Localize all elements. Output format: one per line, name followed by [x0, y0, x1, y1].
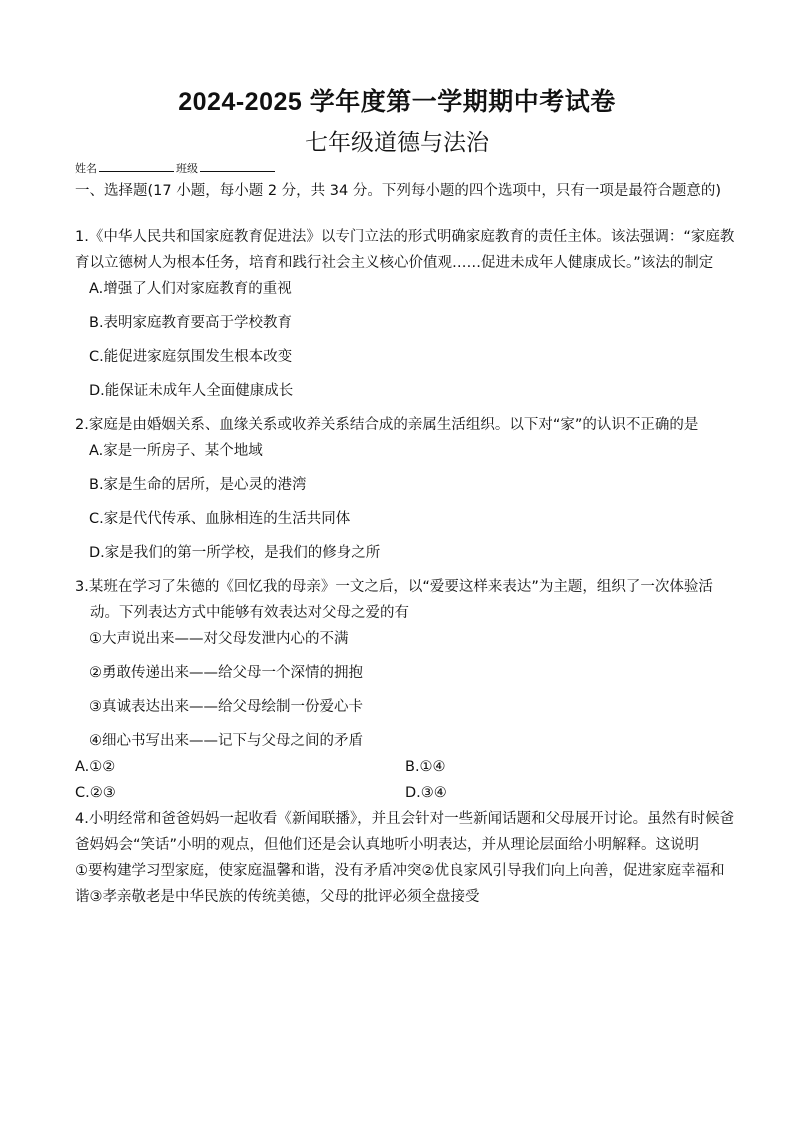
option-c: C.②③: [75, 785, 116, 801]
statement-1: ①大声说出来——对父母发泄内心的不满: [89, 631, 349, 647]
option-d: D.家是我们的第一所学校，是我们的修身之所: [89, 545, 381, 561]
option-b: B.①④: [405, 759, 446, 775]
question-statements: ①要构建学习型家庭，使家庭温馨和谐，没有矛盾冲突②优良家风引导我们向上向善，促进家庭幸福和谐③孝亲敬老是中华民族的传统美德，父母的批评必须全盘接受: [75, 863, 725, 905]
option-d: D.③④: [405, 785, 447, 801]
option-a: A.增强了人们对家庭教育的重视: [89, 281, 292, 297]
class-blank: [200, 161, 275, 172]
option-c: C.能促进家庭氛围发生根本改变: [89, 349, 293, 365]
question-stem: 2.家庭是由婚姻关系、血缘关系或收养关系结合成的亲属生活组织。以下对“家”的认识不正确的是: [75, 417, 699, 433]
question-stem: 1.《中华人民共和国家庭教育促进法》以专门立法的形式明确家庭教育的责任主体。该法强调：“家庭教育以立德树人为根本任务，培育和践行社会主义核心价值观……促进未成年人健康成长。”该法的制定: [75, 229, 735, 271]
statement-4: ④细心书写出来——记下与父母之间的矛盾: [89, 733, 363, 749]
option-a: A.家是一所房子、某个地域: [89, 443, 263, 459]
option-row: [75, 754, 735, 780]
question-3: [75, 574, 735, 806]
statement-3: ③真诚表达出来——给父母绘制一份爱心卡: [89, 699, 363, 715]
student-info: [75, 160, 277, 176]
exam-content: [75, 178, 735, 910]
name-blank: [99, 161, 174, 172]
option-b: B.表明家庭教育要高于学校教育: [89, 315, 293, 331]
option-c: C.家是代代传承、血脉相连的生活共同体: [89, 511, 351, 527]
question-2: [75, 412, 735, 566]
exam-subtitle: 七年级道德与法治: [305, 130, 489, 156]
option-row: [75, 780, 735, 806]
name-label: 姓名: [75, 162, 97, 175]
question-4: [75, 806, 735, 910]
question-stem: 3.某班在学习了朱德的《回忆我的母亲》一文之后，以“爱要这样来表达”为主题，组织了一次体验活动。下列表达方式中能够有效表达对父母之爱的有: [75, 579, 713, 621]
statement-2: ②勇敢传递出来——给父母一个深情的拥抱: [89, 665, 363, 681]
question-stem: 4.小明经常和爸爸妈妈一起收看《新闻联播》，并且会针对一些新闻话题和父母展开讨论。虽然有时候爸爸妈妈会“笑话”小明的观点，但他们还是会认真地听小明表达，并从理论层面给小明解释。这说明: [75, 811, 735, 853]
option-d: D.能保证未成年人全面健康成长: [89, 383, 294, 399]
class-label: 班级: [176, 162, 198, 175]
question-1: [75, 224, 735, 404]
exam-title: 2024-2025 学年度第一学期期中考试卷: [178, 88, 616, 116]
option-b: B.家是生命的居所，是心灵的港湾: [89, 477, 307, 493]
section-heading: 一、选择题(17 小题，每小题 2 分，共 34 分。下列每小题的四个选项中，只有一项是最符合题意的): [75, 183, 721, 199]
option-a: A.①②: [75, 759, 116, 775]
